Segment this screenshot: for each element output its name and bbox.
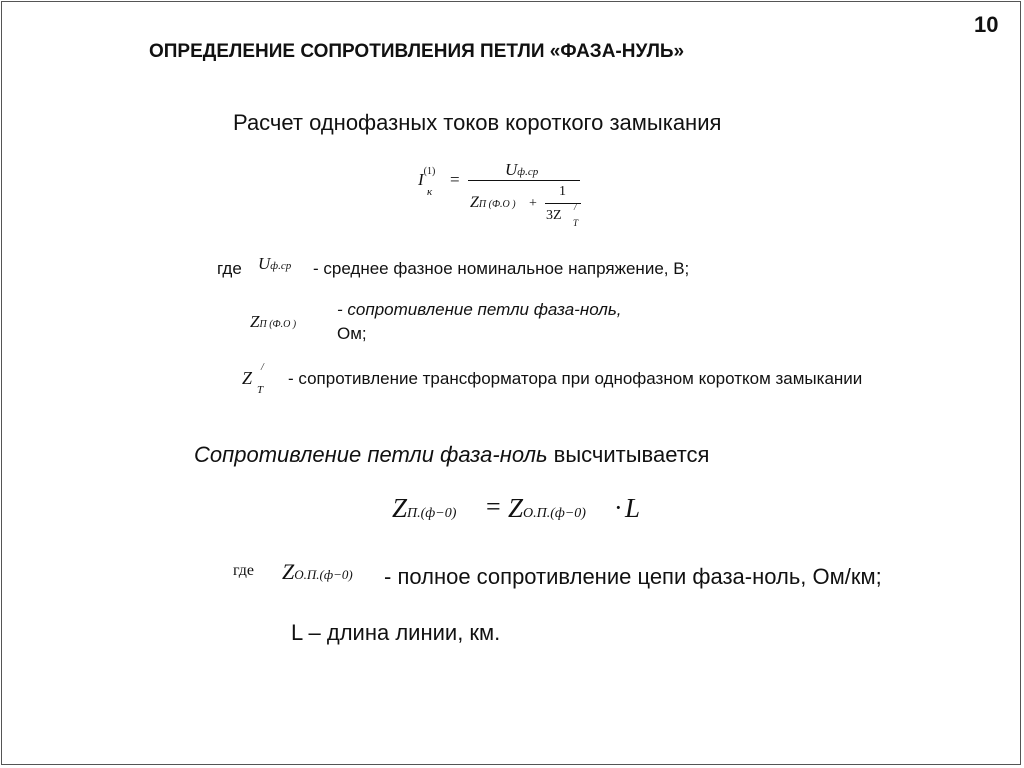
- formula1-num-sub: ф.ср: [517, 166, 539, 178]
- formula1-lhs-sup: (1): [423, 166, 436, 177]
- formula-loop-impedance: [392, 490, 662, 530]
- definition2-z-sub: О.П.(ф−0): [294, 567, 353, 582]
- formula-short-circuit-current: [410, 150, 610, 240]
- definition2-z-desc: - полное сопротивление цепи фаза-ноль, Ом/км;: [384, 564, 882, 589]
- formula1-den-z: Z: [470, 194, 479, 211]
- definition-u-symbol: U: [258, 254, 271, 273]
- section2-heading-rest: высчитывается: [547, 442, 710, 467]
- definition2-z-symbol: Z: [282, 559, 295, 584]
- definition2-l-desc: L – длина линии, км.: [291, 620, 501, 645]
- definition-u-sub: ф.ср: [270, 260, 292, 272]
- definition-z-sub: П (Ф.О ): [259, 319, 297, 330]
- subtitle: Расчет однофазных токов короткого замыкания: [233, 110, 722, 135]
- formula1-equals: =: [450, 170, 460, 189]
- definition-z-desc-line1: - сопротивление петли фаза-ноль,: [337, 300, 622, 319]
- definition-zt-sub: T: [257, 384, 264, 396]
- formula1-small-den: 3Z: [546, 208, 562, 223]
- definition-u-desc: - среднее фазное номинальное напряжение, В;: [313, 259, 690, 278]
- formula2-rhs: Z: [508, 493, 524, 523]
- formula1-den-z-sub: П (Ф.О ): [478, 199, 516, 210]
- definition-z-desc-line2: Ом;: [337, 324, 367, 343]
- definition-zt-desc: - сопротивление трансформатора при однофазном коротком замыкании: [288, 369, 863, 388]
- formula2-lhs: Z: [392, 493, 408, 523]
- formula1-fraction-bar: [468, 180, 580, 181]
- formula1-lhs-sub: к: [427, 186, 433, 198]
- formula2-equals: =: [486, 492, 501, 521]
- formula1-small-den-sub: T: [573, 218, 579, 228]
- definition-zt-symbol: Z: [242, 368, 253, 388]
- formula1-plus: +: [529, 196, 537, 211]
- formula2-dot: ·: [614, 493, 623, 522]
- formula2-lhs-sub: П.(ф−0): [407, 506, 457, 521]
- formula2-L: L: [625, 493, 641, 523]
- definition-zt-sup: /: [261, 362, 264, 373]
- definition-z-symbol: Z: [250, 312, 260, 331]
- section2-heading: [194, 442, 709, 468]
- page-number: 10: [974, 12, 999, 37]
- section2-heading-italic: Сопротивление петли фаза-ноль: [194, 442, 548, 467]
- formula1-small-num: 1: [559, 184, 566, 199]
- page-title: ОПРЕДЕЛЕНИЕ СОПРОТИВЛЕНИЯ ПЕТЛИ «ФАЗА-НУЛЬ»: [149, 41, 685, 62]
- definition-u-where: где: [217, 259, 242, 278]
- formula2-rhs-sub: О.П.(ф−0): [523, 506, 586, 521]
- formula1-lhs-symbol: I: [418, 170, 424, 189]
- definition2-where: где: [233, 562, 255, 579]
- formula1-small-den-sup: /: [574, 202, 577, 212]
- formula1-num-symbol: U: [505, 160, 518, 179]
